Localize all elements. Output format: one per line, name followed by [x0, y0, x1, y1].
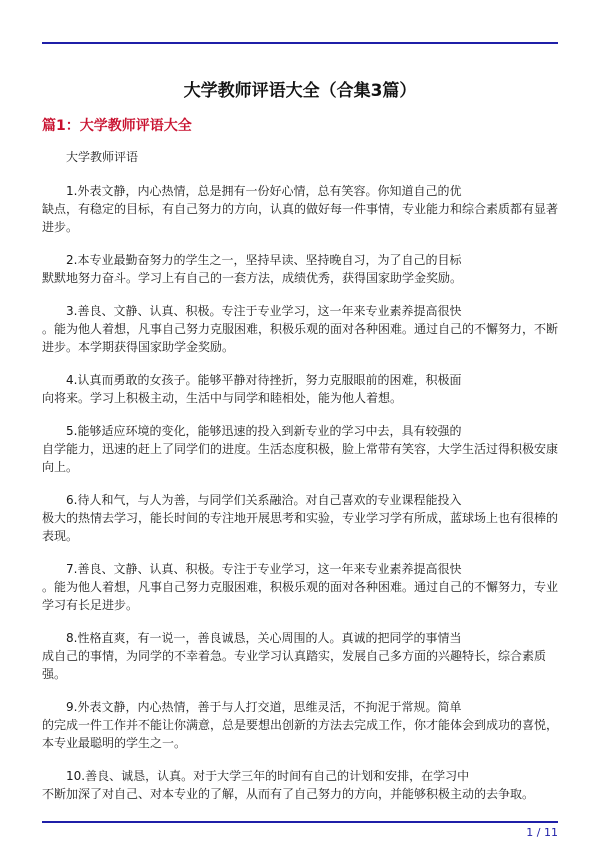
comment-paragraph-10: 10.善良、诚恳，认真。对于大学三年的时间有自己的计划和安排，在学习中 不断加深了对自己、对本专业的了解，从而有了自己努力的方向，并能够积极主动的去争取。 [42, 769, 535, 801]
comment-paragraph-6: 6.待人和气，与人为善，与同学们关系融洽。对自己喜欢的专业课程能投入 极大的热情去学习，能长时间的专注地开展思考和实验，专业学习学有所成，蓝球场上也有很棒的表现。 [42, 493, 559, 543]
comment-paragraph-3: 3.善良、文静、认真、积极。专注于专业学习，这一年来专业素养提高很快 。能为他人着想，凡事自己努力克服困难，积极乐观的面对各种困难。通过自己的不懈努力，不断进步。本学期获得国家助学金奖励。 [42, 304, 559, 354]
comment-paragraph-4: 4.认真而勇敢的女孩子。能够平静对待挫折，努力克服眼前的困难，积极面 向将来。学习上积极主动，生活中与同学和睦相处，能为他人着想。 [42, 373, 462, 405]
header-rule [42, 42, 558, 44]
document-body [42, 148, 558, 818]
comment-paragraph-8: 8.性格直爽，有一说一，善良诚恳，关心周围的人。真诚的把同学的事情当 成自己的事情，为同学的不幸着急。专业学习认真踏实，发展自己多方面的兴趣特长，综合素质强。 [42, 631, 547, 681]
document-title: 大学教师评语大全（合集3篇） [183, 81, 417, 101]
comment-paragraph-9: 9.外表文静，内心热情，善于与人打交道，思维灵活，不拘泥于常规。简单 的完成一件工作并不能让你满意，总是要想出创新的方法去完成工作，你才能体会到成功的喜悦，本专业最聪明的学生之一。 [42, 700, 559, 750]
footer-rule [42, 821, 558, 823]
comment-paragraph-1: 1.外表文静，内心热情，总是拥有一份好心情，总有笑容。你知道自己的优 缺点，有稳定的目标，有自己努力的方向，认真的做好每一件事情，专业能力和综合素质都有显著进步。 [42, 184, 559, 234]
page-number: 1 / 11 [526, 826, 558, 839]
doc-label: 大学教师评语 [66, 150, 139, 164]
comment-paragraph-2: 2.本专业最勤奋努力的学生之一，坚持早读、坚持晚自习，为了自己的目标 默默地努力奋斗。学习上有自己的一套方法，成绩优秀，获得国家助学金奖励。 [42, 253, 463, 285]
section-heading: 篇1：大学教师评语大全 [42, 118, 192, 134]
comment-paragraph-5: 5.能够适应环境的变化，能够迅速的投入到新专业的学习中去，具有较强的 自学能力，迅速的赶上了同学们的进度。生活态度积极，脸上常带有笑容，大学生活过得积极安康向上。 [42, 424, 559, 474]
comment-paragraph-7: 7.善良、文静、认真、积极。专注于专业学习，这一年来专业素养提高很快 。能为他人着想，凡事自己努力克服困难，积极乐观的面对各种困难。通过自己的不懈努力，专业学习有长足进步。 [42, 562, 559, 612]
